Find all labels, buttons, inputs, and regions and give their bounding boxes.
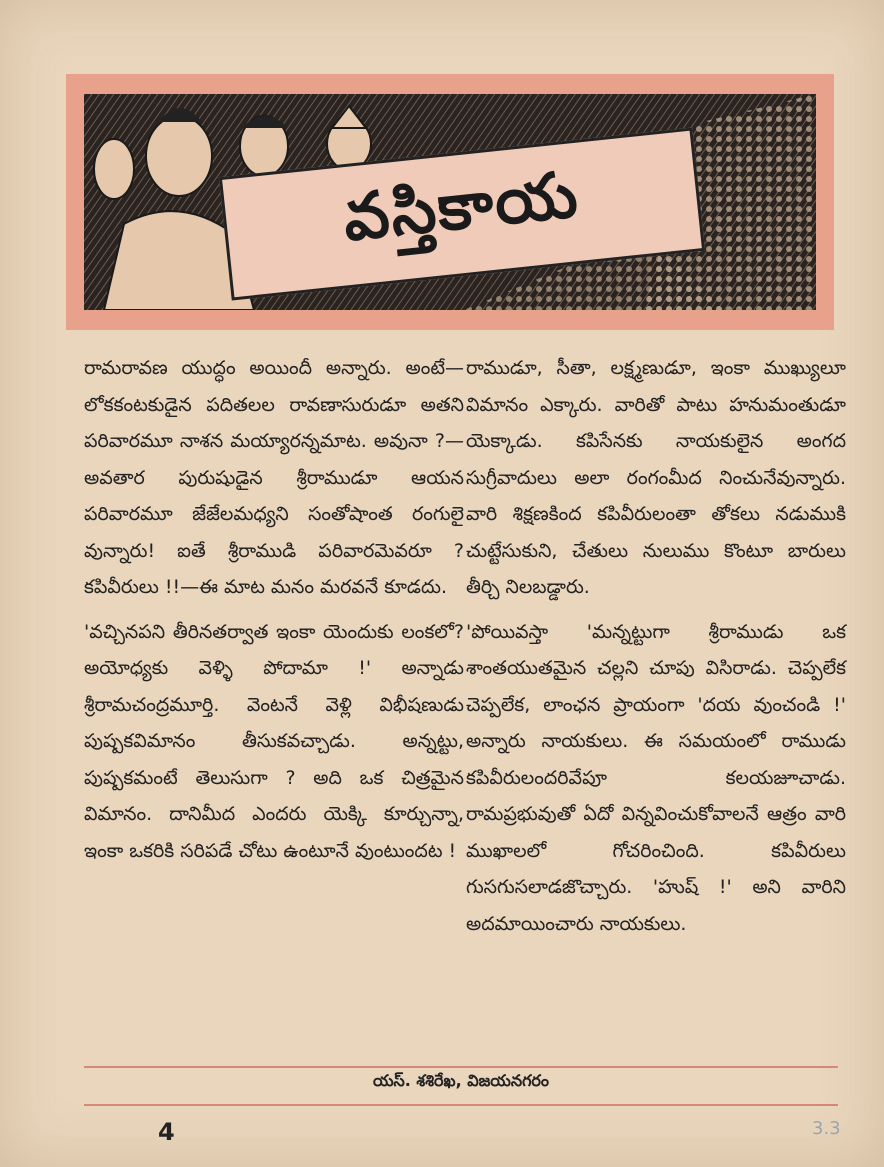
corner-mark: 3.3 — [812, 1118, 841, 1139]
paragraph: రాముడూ, సీతా, లక్ష్మణుడూ, ఇంకా ముఖ్యులూ విమానం ఎక్కారు. వారితో పాటు హనుమంతుడూ యెక్కాడు. కపిసేనకు నాయకులైన అంగద సుగ్రీవాదులు అలా రంగంమీద నించునేవున్నారు. వారి శిక్షణకింద కపివీరులంతా తోకలు నడుముకి చుట్టేసుకుని, చేతులు నులుము కొంటూ బారులు తీర్చి నిలబడ్డారు. — [466, 357, 846, 598]
paragraph: రామరావణ యుద్ధం అయిందీ అన్నారు. అంటే—లోకకంటకుడైన పదితలల రావణాసురుడూ అతని పరివారమూ నాశన మయ్యారన్నమాట. అవునా ?—అవతార పురుషుడైన శ్రీరాముడూ ఆయన పరివారమూ జేజేలమధ్యని సంతోషాంత రంగులై వున్నారు! ఐతే శ్రీరాముడి పరివారమెవరూ ? కపివీరులు !!—ఈ మాట మనం మరవనే కూడదు. — [84, 357, 464, 598]
paragraph: 'వచ్చినపని తీరినతర్వాత ఇంకా యెందుకు లంకలో? అయోధ్యకు వెళ్ళి పోదామా !' అన్నాడు శ్రీరామచంద్రమూర్తి. వెంటనే వెళ్లి విభీషణుడు పుష్పకవిమానం తీసుకవచ్చాడు. అన్నట్టు, పుష్పకమంటే తెలుసుగా ? అది ఒక చిత్రమైన విమానం. దానిమీద ఎందరు యెక్కి కూర్చున్నా, ఇంకా ఒకరికి సరిపడే చోటు ఉంటూనే వుంటుందట ! — [84, 620, 464, 862]
divider-bottom — [84, 1104, 838, 1106]
right-column — [466, 350, 846, 942]
paragraph: 'పోయివస్తా 'మన్నట్టుగా శ్రీరాముడు ఒక శాంతయుతమైన చల్లని చూపు విసిరాడు. చెప్పలేక చెప్పలేక, లాంఛన ప్రాయంగా 'దయ వుంచండి !' అన్నారు నాయకులు. ఈ సమయంలో రాముడు కపివీరులందరివేపూ కలయజూచాడు. రామప్రభువుతో ఏదో విన్నవించుకోవాలనే ఆత్రం వారి ముఖాలలో గోచరించింది. కపివీరులు గుసగుసలాడజొచ్చారు. 'హుష్ !' అని వారిని అదమాయించారు నాయకులు. — [466, 620, 846, 935]
story-title: వస్తికాయ — [339, 157, 583, 256]
author-credit: యస్. శశిరేఖ, విజయనగరం — [372, 1071, 550, 1090]
page-number: 4 — [158, 1118, 175, 1146]
title-banner — [66, 74, 834, 330]
left-column — [84, 350, 464, 869]
banner-illustration — [84, 94, 816, 310]
divider-top — [84, 1066, 838, 1068]
